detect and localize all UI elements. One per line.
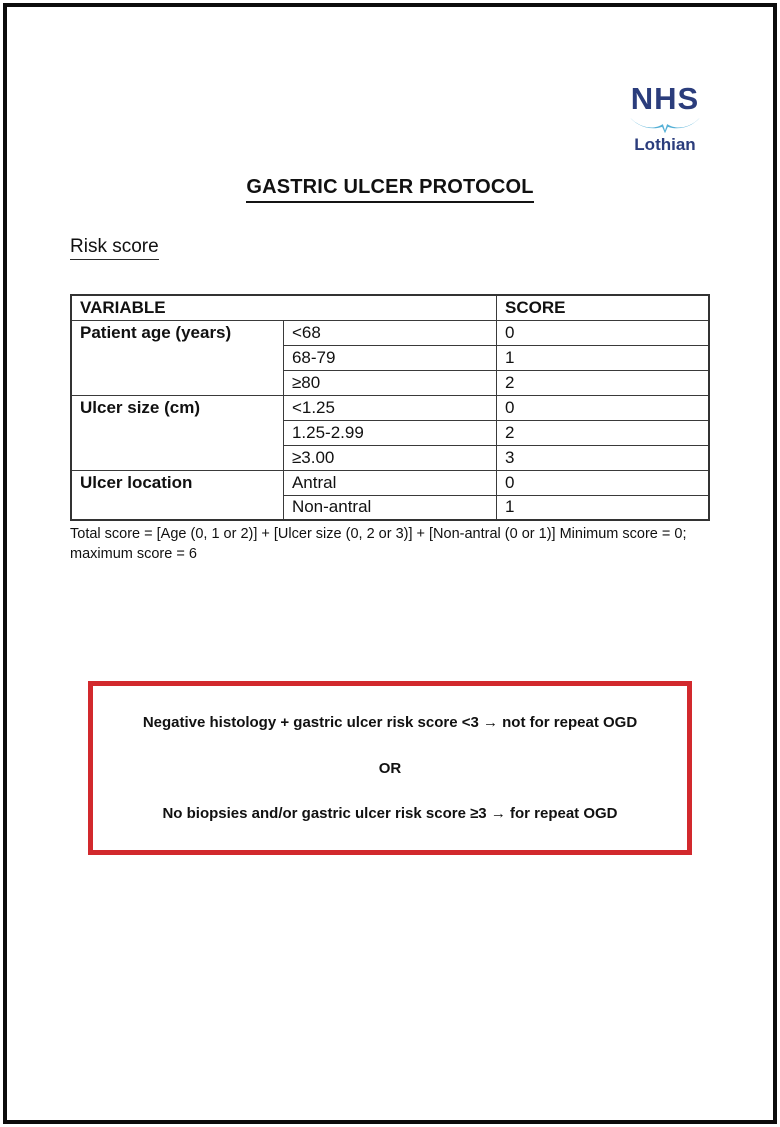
table-row [71, 470, 709, 495]
score-cell: 2 [497, 420, 709, 445]
risk-score-heading [70, 236, 159, 260]
risk-score-table-section [70, 294, 710, 564]
score-cell: 0 [497, 320, 709, 345]
category-cell: <1.25 [283, 395, 496, 420]
score-cell: 3 [497, 445, 709, 470]
decision-box [88, 681, 692, 855]
decision-line-1: Negative histology + gastric ulcer risk score <3 → not for repeat OGD [142, 714, 638, 732]
nhs-lothian-logo [616, 83, 714, 153]
nhs-swoosh-icon [618, 117, 712, 134]
category-cell: 68-79 [283, 345, 496, 370]
table-header-row [71, 295, 709, 320]
category-cell: 1.25-2.99 [283, 420, 496, 445]
risk-score-table [70, 294, 710, 521]
table-row [71, 395, 709, 420]
category-cell: <68 [283, 320, 496, 345]
variable-cell-age: Patient age (years) [71, 320, 283, 395]
category-cell: Non-antral [283, 495, 496, 520]
nhs-logo-text: NHS [630, 81, 700, 116]
score-cell: 0 [497, 470, 709, 495]
score-cell: 0 [497, 395, 709, 420]
category-cell: Antral [283, 470, 496, 495]
score-cell: 2 [497, 370, 709, 395]
score-header-cell: SCORE [497, 295, 709, 320]
category-cell: ≥3.00 [283, 445, 496, 470]
variable-cell-location: Ulcer location [71, 470, 283, 520]
table-row [71, 320, 709, 345]
score-cell: 1 [497, 345, 709, 370]
variable-cell-size: Ulcer size (cm) [71, 395, 283, 470]
risk-score-heading-text: Risk score [70, 236, 159, 260]
category-cell: ≥80 [283, 370, 496, 395]
decision-or-connector: OR [378, 759, 402, 777]
score-cell: 1 [497, 495, 709, 520]
variable-header-cell: VARIABLE [71, 295, 497, 320]
table-footnote: Total score = [Age (0, 1 or 2)] + [Ulcer size (0, 2 or 3)] + [Non-antral (0 or 1)] Minimum score = 0; maximum score = 6 [70, 526, 687, 562]
decision-line-2: No biopsies and/or gastric ulcer risk score ≥3 → for repeat OGD [162, 804, 618, 822]
page-title: GASTRIC ULCER PROTOCOL [246, 176, 533, 203]
nhs-region-text: Lothian [634, 135, 696, 154]
